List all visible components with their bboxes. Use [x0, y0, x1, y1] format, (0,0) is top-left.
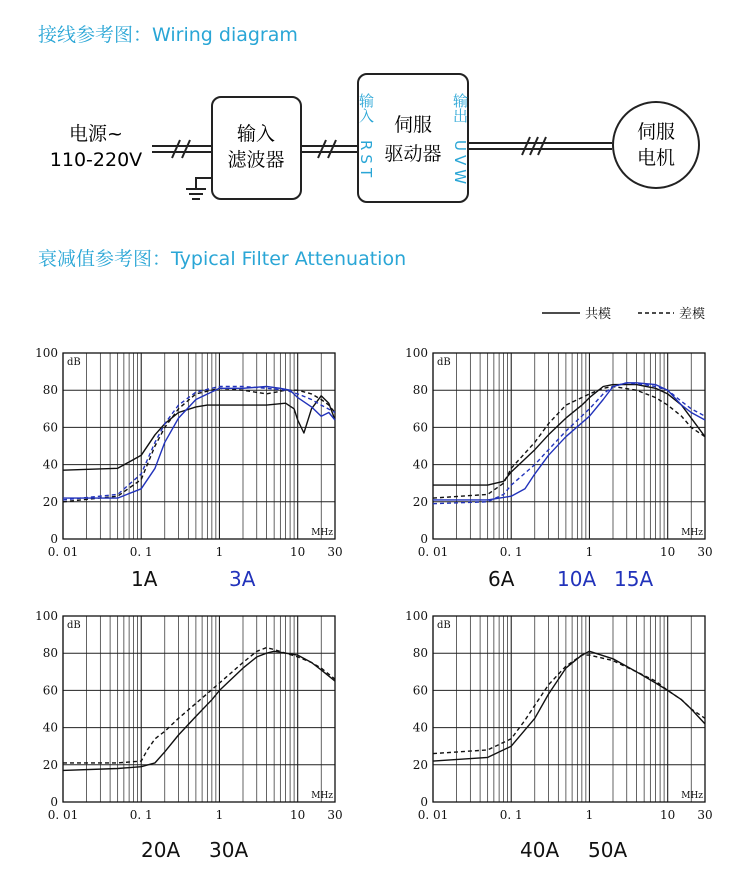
x-tick-label: 0. 1: [499, 808, 523, 822]
ground-icon: [186, 189, 206, 199]
y-tick-label: 40: [412, 457, 428, 472]
x-tick-label: 0. 1: [499, 545, 523, 559]
attenuation-chart-6a-10a-15a: [405, 343, 715, 565]
caption-0-1: 3A: [229, 567, 256, 591]
attenuation-heading: 衰减值参考图：Typical Filter Attenuation: [38, 248, 407, 270]
filter-label-2: 滤波器: [227, 149, 285, 171]
caption-1-2: 15A: [614, 567, 654, 591]
x-tick-label: 30: [327, 545, 343, 559]
wire-slash: [172, 140, 180, 158]
y-tick-label: 100: [405, 609, 428, 623]
x-tick-label: 30: [697, 545, 713, 559]
driver-output-label: 输出: [451, 93, 469, 123]
y-tick-label: 20: [42, 494, 58, 509]
wiring-heading: 接线参考图：Wiring diagram: [38, 24, 298, 46]
chart-legend: [540, 302, 715, 324]
power-label-1: 电源~: [69, 123, 123, 145]
caption-3-1: 50A: [588, 838, 628, 862]
x-tick-label: 30: [697, 808, 713, 822]
y-axis-label: dB: [437, 620, 451, 631]
driver-input-label: 输入: [357, 93, 375, 123]
wire-slash: [328, 140, 336, 158]
y-tick-label: 20: [42, 757, 58, 772]
x-tick-label: 30: [327, 808, 343, 822]
caption-0-0: 1A: [131, 567, 158, 591]
y-tick-label: 60: [42, 420, 58, 435]
y-axis-label: dB: [437, 357, 451, 368]
y-tick-label: 40: [412, 720, 428, 735]
wire-slash: [530, 137, 538, 155]
wire-slash: [522, 137, 530, 155]
caption-2-0: 20A: [141, 838, 181, 862]
x-tick-label: 0. 1: [129, 545, 153, 559]
motor-label-1: 伺服: [636, 121, 676, 143]
y-tick-label: 60: [412, 683, 428, 698]
x-tick-label: 10: [660, 545, 676, 559]
x-tick-label: 0. 1: [129, 808, 153, 822]
driver-label-1: 伺服: [393, 114, 433, 136]
y-tick-label: 80: [412, 646, 428, 661]
y-axis-label: dB: [67, 357, 81, 368]
servo-motor-circle: [613, 102, 699, 188]
y-axis-label: dB: [67, 620, 81, 631]
y-tick-label: 40: [42, 457, 58, 472]
x-tick-label: 10: [660, 808, 676, 822]
y-tick-label: 80: [42, 646, 58, 661]
grid: [63, 616, 335, 802]
x-tick-label: 10: [290, 808, 306, 822]
y-tick-label: 0: [50, 795, 58, 809]
x-tick-label: 10: [290, 545, 306, 559]
grid: [63, 353, 335, 539]
driver-output-pins: UVW: [451, 140, 469, 189]
y-tick-label: 40: [42, 720, 58, 735]
y-tick-label: 80: [42, 383, 58, 398]
grid: [433, 616, 705, 802]
y-tick-label: 0: [50, 532, 58, 546]
wire-slash: [538, 137, 546, 155]
attenuation-chart-1a-3a: [35, 343, 345, 565]
wiring-diagram: [0, 60, 750, 220]
y-tick-label: 60: [42, 683, 58, 698]
caption-1-0: 6A: [488, 567, 515, 591]
filter-label-1: 输入: [236, 123, 276, 145]
y-tick-label: 0: [420, 532, 428, 546]
caption-1-1: 10A: [557, 567, 597, 591]
x-axis-label: MHz: [311, 528, 333, 538]
y-tick-label: 60: [412, 420, 428, 435]
x-tick-label: 1: [585, 808, 594, 822]
y-tick-label: 0: [420, 795, 428, 809]
x-tick-label: 1: [585, 545, 594, 559]
x-tick-label: 0. 01: [417, 545, 449, 559]
driver-label-2: 驱动器: [384, 143, 442, 165]
x-axis-label: MHz: [311, 791, 333, 801]
x-axis-label: MHz: [681, 791, 703, 801]
power-label-2: 110-220V: [49, 149, 143, 171]
y-tick-label: 100: [405, 346, 428, 360]
y-tick-label: 80: [412, 383, 428, 398]
x-tick-label: 1: [215, 545, 224, 559]
y-tick-label: 20: [412, 494, 428, 509]
caption-3-0: 40A: [520, 838, 560, 862]
grid: [433, 353, 705, 539]
x-tick-label: 0. 01: [47, 808, 79, 822]
wire-slash: [182, 140, 190, 158]
y-tick-label: 100: [35, 346, 58, 360]
x-tick-label: 1: [215, 808, 224, 822]
legend-common-mode: 共模: [585, 307, 612, 322]
attenuation-chart-20a-30a: [35, 606, 345, 828]
y-tick-label: 100: [35, 609, 58, 623]
motor-label-2: 电机: [636, 147, 676, 169]
wire-slash: [318, 140, 326, 158]
ground-wire: [196, 178, 212, 188]
y-tick-label: 20: [412, 757, 428, 772]
x-tick-label: 0. 01: [47, 545, 79, 559]
input-filter-box: [212, 97, 301, 199]
driver-input-pins: RST: [357, 140, 375, 182]
attenuation-chart-40a-50a: [405, 606, 715, 828]
caption-2-1: 30A: [209, 838, 249, 862]
legend-differential-mode: 差模: [679, 307, 706, 322]
x-tick-label: 0. 01: [417, 808, 449, 822]
x-axis-label: MHz: [681, 528, 703, 538]
